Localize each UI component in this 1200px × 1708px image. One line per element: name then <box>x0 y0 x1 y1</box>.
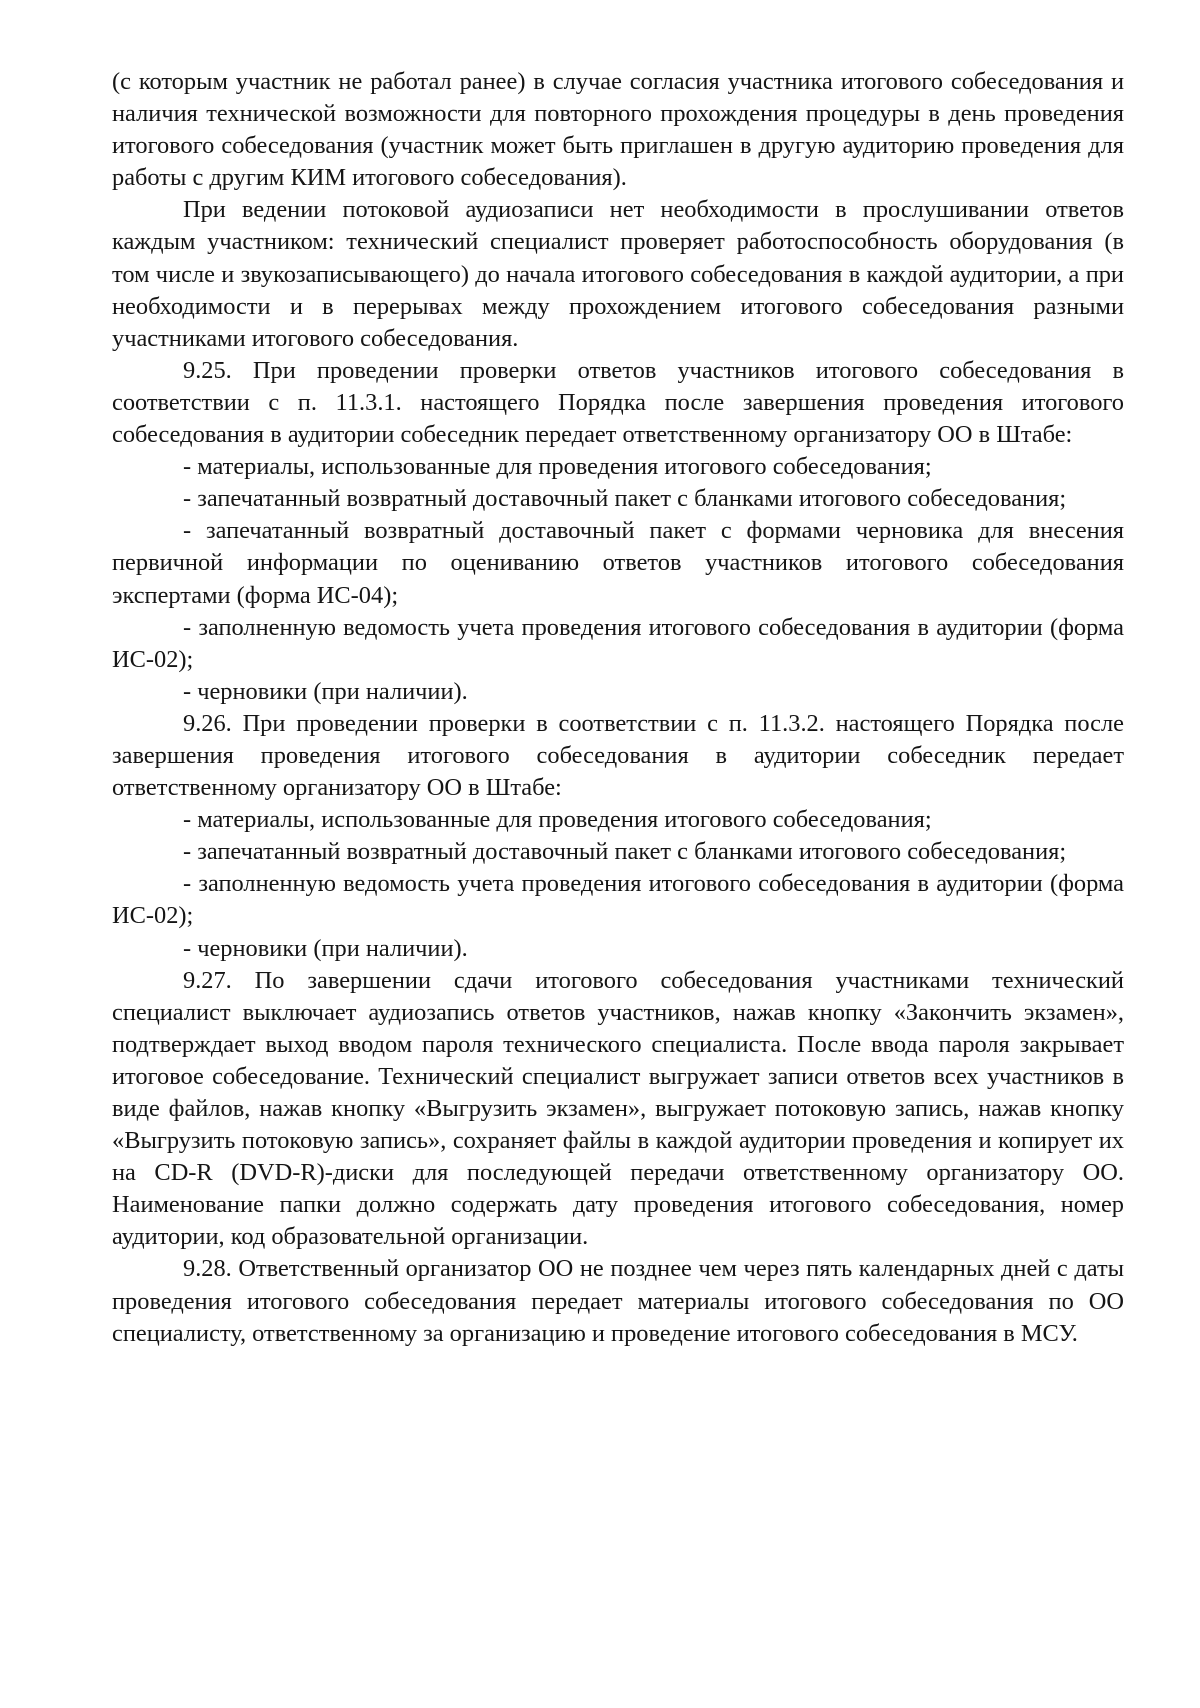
list-item-completed-register: - заполненную ведомость учета проведения итогового собеседования в аудитории (форма ИС-02); <box>112 870 1124 930</box>
list-item-materials: - материалы, использованные для проведения итогового собеседования; <box>183 806 932 834</box>
paragraph-9-28: 9.28. Ответственный организатор ОО не позднее чем через пять календарных дней с даты проведения итогового собеседования передает материалы итогового собеседования по ОО специалисту, ответственному за организацию и проведение итогового собеседования в МСУ. <box>112 1255 1124 1347</box>
paragraph-audio-recording: При ведении потоковой аудиозаписи нет необходимости в прослушивании ответов каждым участником: технический специалист проверяет работоспособность оборудования (в том числе и звукозаписывающего) до начала итогового собеседования в каждой аудитории, а при необходимости и в перерывах между прохождением итогового собеседования разными участниками итогового собеседования. <box>112 196 1124 352</box>
paragraph-9-26: 9.26. При проведении проверки в соответствии с п. 11.3.2. настоящего Порядка после завершения проведения итогового собеседования в аудитории собеседник передает ответственному организатору ОО в Штабе: <box>112 709 1124 802</box>
list-item-drafts: - черновики (при наличии). <box>183 677 468 705</box>
paragraph-continuation: (с которым участник не работал ранее) в случае согласия участника итогового собеседования и наличия технической возможности для повторного прохождения процедуры в день проведения итогового собеседования (участник может быть приглашен в другую аудиторию проведения для работы с другим КИМ итогового собеседования). <box>112 68 1124 192</box>
list-item-sealed-package-forms: - запечатанный возвратный доставочный пакет с бланками итогового собеседования; <box>183 838 1067 866</box>
paragraph-9-25: 9.25. При проведении проверки ответов участников итогового собеседования в соответствии с п. 11.3.1. настоящего Порядка после завершения проведения итогового собеседования в аудитории собеседник передает ответственному организатору ОО в Штабе: <box>112 356 1124 449</box>
list-item-materials: - материалы, использованные для проведения итогового собеседования; <box>183 453 932 481</box>
list-item-completed-register: - заполненную ведомость учета проведения итогового собеседования в аудитории (форма ИС-02); <box>112 613 1124 673</box>
list-item-sealed-package-drafts: - запечатанный возвратный доставочный пакет с формами черновика для внесения первичной информации по оцениванию ответов участников итогового собеседования экспертами (форма ИС-04); <box>112 517 1124 609</box>
paragraph-9-27: 9.27. По завершении сдачи итогового собеседования участниками технический специалист выключает аудиозапись ответов участников, нажав кнопку «Закончить экзамен», подтверждает выход вводом пароля технического специалиста. После ввода пароля закрывает итоговое собеседование. Технический специалист выгружает записи ответов всех участников в виде файлов, нажав кнопку «Выгрузить экзамен», выгружает потоковую запись, нажав кнопку «Выгрузить потоковую запись», сохраняет файлы в каждой аудитории проведения и копирует их на CD-R (DVD-R)-диски для последующей передачи ответственному организатору ОО. Наименование папки должно содержать дату проведения итогового собеседования, номер аудитории, код образовательной организации. <box>112 966 1124 1251</box>
document-page <box>112 66 1124 1350</box>
list-item-sealed-package-forms: - запечатанный возвратный доставочный пакет с бланками итогового собеседования; <box>183 485 1067 513</box>
list-item-drafts: - черновики (при наличии). <box>183 934 468 962</box>
